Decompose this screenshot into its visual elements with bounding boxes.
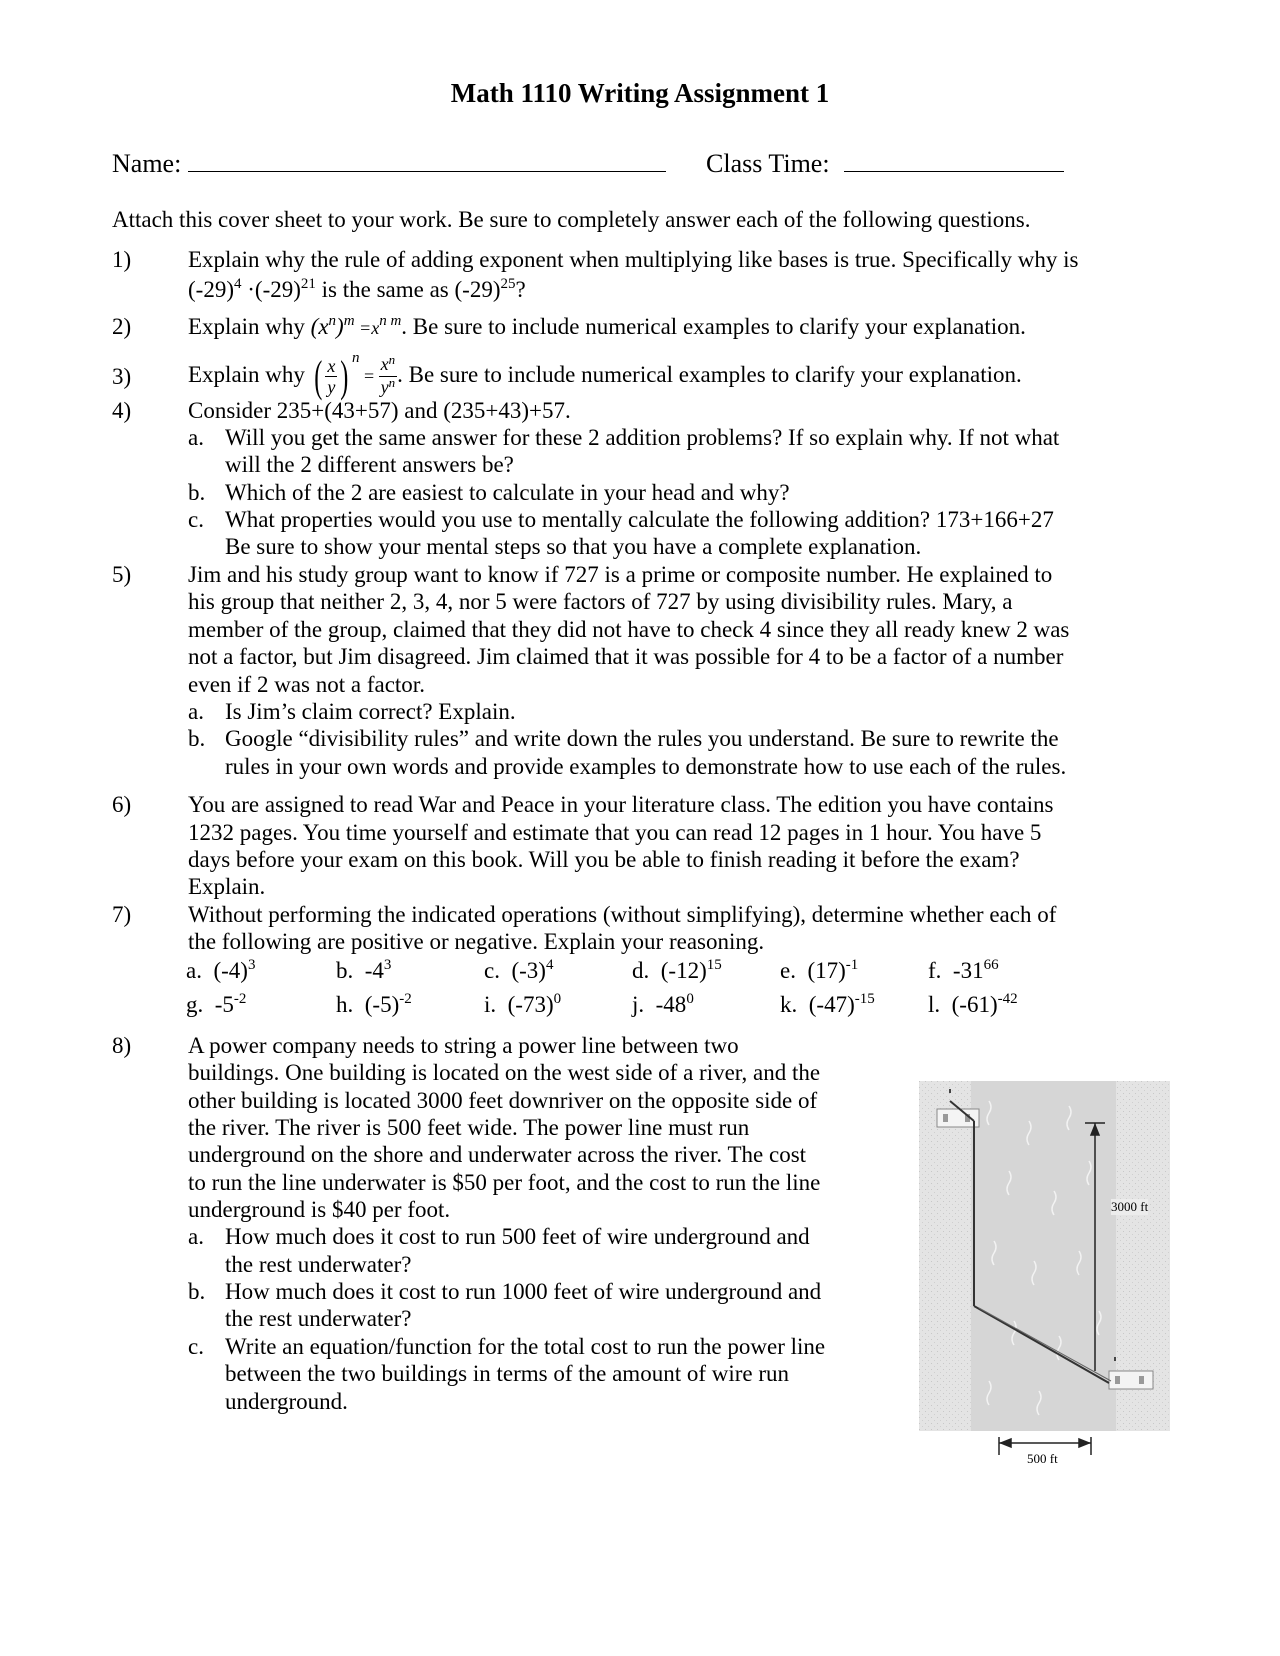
q5b-line2: rules in your own words and provide examples to demonstrate how to use each of the rules.	[225, 754, 1067, 779]
q4c-line2: Be sure to show your mental steps so that you have a complete explanation.	[225, 534, 922, 559]
q8b-line1: How much does it cost to run 1000 feet of wire underground and	[225, 1279, 822, 1304]
q7-item-base: (-12)	[660, 958, 707, 983]
river-diagram-svg	[919, 1081, 1170, 1465]
q3-lparen: (	[313, 351, 323, 401]
q4a-line1: Will you get the same answer for these 2 addition problems? If so explain why. If not what	[225, 425, 1060, 450]
q7-item-exp: 3	[247, 957, 256, 973]
q7-item-base: -5	[214, 992, 234, 1017]
q8-line5: underground on the shore and underwater across the river. The cost	[188, 1142, 807, 1167]
q7-item-label: d.	[632, 958, 650, 983]
q7-item-base: (-3)	[511, 958, 546, 983]
question-number: 5)	[112, 562, 132, 587]
q7-item-base: (-47)	[808, 992, 855, 1017]
label-3000-ft: 3000 ft	[1111, 1199, 1149, 1214]
class-time-label: Class Time:	[706, 149, 830, 178]
q2-expr	[311, 314, 402, 339]
q7-item-label: e.	[780, 958, 796, 983]
name-field	[112, 148, 666, 180]
q7-item-base: -31	[952, 958, 984, 983]
q7-item-label: a.	[186, 958, 202, 983]
q8-line2: buildings. One building is located on the west side of a river, and the	[188, 1060, 821, 1085]
q7-item-base: (17)	[807, 958, 846, 983]
q8b-label: b.	[188, 1279, 206, 1304]
q1-base-b: (-29)	[254, 277, 301, 302]
q8c-line3: underground.	[225, 1389, 348, 1414]
q1-line1: Explain why the rule of adding exponent when multiplying like bases is true. Specifically why is	[188, 247, 1079, 272]
q7-item-exp: -2	[233, 991, 247, 1007]
q7-item-base: (-73)	[507, 992, 554, 1017]
q6-line2: 1232 pages. You time yourself and estimate that you can read 12 pages in 1 hour. You have 5	[188, 820, 1042, 845]
q7-item-base: (-61)	[951, 992, 998, 1017]
question-number: 3)	[112, 364, 132, 389]
label-500-ft: 500 ft	[1027, 1451, 1058, 1466]
q8c-line2: between the two buildings in terms of the amount of wire run	[225, 1361, 790, 1386]
q3-inner-fraction	[325, 356, 337, 397]
q5b-line1: Google “divisibility rules” and write down the rules you understand. Be sure to rewrite the	[225, 726, 1059, 751]
q2-close: )	[336, 314, 344, 339]
q7-item-exp: 66	[983, 957, 999, 973]
q2-eq: =x	[354, 318, 380, 338]
q4b-label: b.	[188, 480, 206, 505]
q3-x: x	[327, 356, 336, 377]
q3-line: Explain why ( $\frac{x}{y}$ ) $^n$ = $\frac{x^n}{y^n}$ . Be sure to include numerical examples to clarify your explanation.	[188, 350, 1022, 401]
q3-yn-exp: n	[388, 375, 396, 391]
q3-n: n	[351, 350, 360, 366]
q4c-line1: What properties would you use to mentally calculate the following addition? 173+166+27	[225, 507, 1054, 532]
q7-item-exp: -1	[845, 957, 859, 973]
q7-item-label: k.	[780, 992, 798, 1017]
q8a-line2: the rest underwater?	[225, 1252, 412, 1277]
q7-item-label: g.	[186, 992, 204, 1017]
question-number: 2)	[112, 314, 132, 339]
q7-item-base: -4	[364, 958, 384, 983]
q7-item-base: (-4)	[213, 958, 248, 983]
name-blank	[188, 151, 666, 172]
q7-item	[780, 956, 858, 989]
q7-item	[780, 990, 875, 1023]
q8c-label: c.	[188, 1334, 204, 1359]
q7-line1: Without performing the indicated operations (without simplifying), determine whether each of	[188, 902, 1057, 927]
q3-result-fraction	[379, 354, 398, 399]
q8-line4: the river. The river is 500 feet wide. The power line must run	[188, 1115, 750, 1140]
q8a-label: a.	[188, 1224, 204, 1249]
q8-line1: A power company needs to string a power line between two	[188, 1033, 739, 1058]
class-time-field	[706, 148, 1064, 180]
q5-line3: member of the group, claimed that they did not have to check 4 since they all ready knew 2 was	[188, 617, 1070, 642]
q3-xn	[379, 354, 398, 377]
q6-line1: You are assigned to read War and Peace in your literature class. The edition you have contains	[188, 792, 1054, 817]
q1-line2	[188, 275, 526, 308]
q5-line5: even if 2 was not a factor.	[188, 672, 425, 697]
q3-xn-exp: n	[388, 352, 396, 368]
q5-line4: not a factor, but Jim disagreed. Jim claimed that it was possible for 4 to be a factor of a number	[188, 644, 1064, 669]
q4c-label: c.	[188, 507, 204, 532]
q1-dot: ·	[247, 277, 255, 302]
q2-pre: Explain why	[188, 314, 311, 339]
q7-item	[186, 956, 255, 989]
q7-item-exp: 0	[553, 991, 562, 1007]
q7-item	[928, 956, 999, 989]
q3-y: y	[327, 377, 336, 398]
q3-post: . Be sure to include numerical examples to clarify your explanation.	[397, 362, 1022, 387]
page-title: Math 1110 Writing Assignment 1	[450, 78, 830, 108]
q2-post: . Be sure to include numerical examples to clarify your explanation.	[401, 314, 1026, 339]
q7-line2: the following are positive or negative. Explain your reasoning.	[188, 929, 765, 954]
q7-item-label: h.	[336, 992, 354, 1017]
q7-item	[928, 990, 1018, 1023]
question-number: 8)	[112, 1033, 132, 1058]
q7-item-label: j.	[632, 992, 645, 1017]
intro-text: Attach this cover sheet to your work. Be sure to completely answer each of the following questions.	[112, 207, 1031, 232]
q7-item-label: b.	[336, 958, 354, 983]
q7-item-exp: 3	[383, 957, 392, 973]
q2-base: (x	[310, 314, 329, 339]
q7-item-exp: 4	[545, 957, 554, 973]
q3-yn-base: y	[380, 377, 389, 398]
q4a-label: a.	[188, 425, 204, 450]
river-diagram	[919, 1081, 1170, 1465]
q1-same-text: is the same as	[315, 277, 455, 302]
q2-n: n	[328, 313, 337, 329]
q7-item	[336, 990, 412, 1023]
q4b-line1: Which of the 2 are easiest to calculate in your head and why?	[225, 480, 790, 505]
q7-item	[484, 990, 561, 1023]
q2-m: m	[343, 313, 355, 329]
q1-base-c: (-29)	[454, 277, 501, 302]
q7-item	[632, 956, 722, 989]
q8-line7: underground is $40 per foot.	[188, 1197, 451, 1222]
q6-line3: days before your exam on this book. Will you be able to finish reading it before the exam?	[188, 847, 1020, 872]
q7-item-exp: 15	[706, 957, 722, 973]
q4-text: Consider 235+(43+57) and (235+43)+57.	[188, 398, 571, 423]
question-number: 6)	[112, 792, 132, 817]
q5-line2: his group that neither 2, 3, 4, nor 5 were factors of 727 by using divisibility rules. Mary, a	[188, 589, 1013, 614]
q1-exp-c: 25	[500, 276, 516, 292]
q5-line1: Jim and his study group want to know if 727 is a prime or composite number. He explained to	[188, 562, 1053, 587]
q3-pre: Explain why	[188, 362, 311, 387]
q7-item-label: l.	[928, 992, 941, 1017]
q8c-line1: Write an equation/function for the total cost to run the power line	[225, 1334, 826, 1359]
q8a-line1: How much does it cost to run 500 feet of wire underground and	[225, 1224, 810, 1249]
q7-item-base: -48	[655, 992, 687, 1017]
q7-item-exp: -15	[854, 991, 875, 1007]
q5a-line1: Is Jim’s claim correct? Explain.	[225, 699, 516, 724]
q5b-label: b.	[188, 726, 206, 751]
name-label: Name:	[112, 149, 182, 178]
question-number: 7)	[112, 902, 132, 927]
q1-base-a: (-29)	[188, 277, 234, 302]
q1-exp-a: 4	[233, 276, 242, 292]
q7-item-base: (-5)	[364, 992, 400, 1017]
class-time-blank	[844, 151, 1064, 172]
q7-item-exp: -42	[997, 991, 1018, 1007]
q7-item-label: i.	[484, 992, 497, 1017]
q7-item	[336, 956, 391, 989]
q7-item	[632, 990, 694, 1023]
q2-nm: n m	[379, 313, 402, 329]
q3-xn-base: x	[380, 354, 389, 375]
q7-item-exp: 0	[686, 991, 694, 1007]
q7-item-label: f.	[928, 958, 942, 983]
q7-item	[484, 956, 553, 989]
q8-line6: to run the line underwater is $50 per foot, and the cost to run the line	[188, 1170, 821, 1195]
q3-rparen: )	[340, 351, 349, 401]
q1-exp-b: 21	[300, 276, 316, 292]
q5a-label: a.	[188, 699, 204, 724]
q1-qmark: ?	[515, 277, 526, 302]
question-number: 4)	[112, 398, 132, 423]
q8b-line2: the rest underwater?	[225, 1306, 412, 1331]
q6-line4: Explain.	[188, 874, 266, 899]
q7-item-exp: -2	[399, 991, 412, 1007]
question-number: 1)	[112, 247, 132, 272]
q8-line3: other building is located 3000 feet downriver on the opposite side of	[188, 1088, 818, 1113]
q7-item	[186, 990, 246, 1023]
q4a-line2: will the 2 different answers be?	[225, 452, 514, 477]
q7-item-label: c.	[484, 958, 500, 983]
